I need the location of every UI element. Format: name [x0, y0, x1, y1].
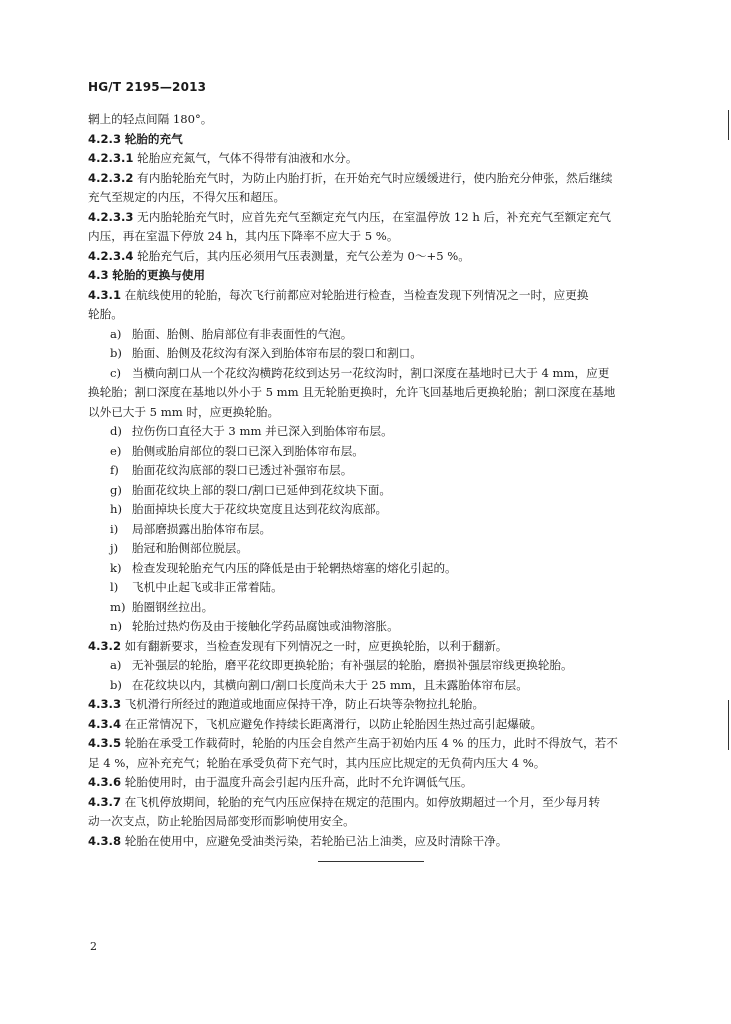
clause-line — [88, 637, 666, 657]
list-item — [88, 656, 666, 676]
line-text: 胎面花纹沟底部的裂口已透过补强帘布层。 — [132, 463, 353, 477]
list-marker: g) — [110, 482, 122, 497]
line-text: 足 4 %，应补充充气；轮胎在承受负荷下充气时，其内压应比规定的无负荷内压大 4 %。 — [88, 755, 546, 770]
clause-number: 4.3.5 — [88, 736, 122, 750]
clause-number: 4.3.1 — [88, 287, 122, 302]
line-text: 胎面、胎侧、胎肩部位有非表面性的气泡。 — [132, 326, 353, 341]
clause-line — [88, 793, 666, 813]
document-body — [88, 110, 666, 851]
list-item — [88, 539, 666, 559]
line-text: 换轮胎；割口深度在基地以外小于 5 mm 且无轮胎更换时，允许飞回基地后更换轮胎；割口深度在基地 — [88, 385, 616, 399]
list-marker: f) — [110, 463, 119, 477]
line-text: 以外已大于 5 mm 时，应更换轮胎。 — [88, 404, 280, 419]
line-text: 在花纹块以内，其横向割口/割口长度尚未大于 25 mm，且未露胎体帘布层。 — [132, 677, 528, 692]
list-marker: a) — [110, 658, 122, 672]
list-item — [88, 500, 666, 520]
clause-line — [88, 734, 666, 754]
line-text: 飞机滑行所经过的跑道或地面应保持干净，防止石块等杂物拉扎轮胎。 — [124, 697, 485, 711]
line-text: 轮胎。 — [88, 307, 123, 321]
section-heading — [88, 266, 666, 286]
text-line — [88, 110, 666, 130]
line-text: 胎侧或胎肩部位的裂口已深入到胎体帘布层。 — [132, 443, 364, 458]
text-line — [88, 383, 666, 403]
line-text: 轮胎应充氮气，气体不得带有油液和水分。 — [137, 151, 358, 165]
clause-number: 4.3.6 — [88, 775, 122, 789]
line-text: 轮胎在使用中，应避免受油类污染，若轮胎已沾上油类，应及时清除干净。 — [124, 833, 508, 848]
line-text: 轮胎过热灼伤及由于接触化学药品腐蚀或油物溶胀。 — [132, 619, 399, 633]
list-item — [88, 676, 666, 696]
list-marker: n) — [110, 619, 122, 633]
list-marker: l) — [110, 580, 119, 594]
line-text: 辋上的轻点间隔 180°。 — [88, 112, 213, 126]
list-marker: h) — [110, 502, 122, 516]
list-item — [88, 461, 666, 481]
clause-number: 4.2.3 — [88, 131, 122, 146]
line-text: 检查发现轮胎充气内压的降低是由于轮辋热熔塞的熔化引起的。 — [132, 560, 457, 575]
line-text: 轮胎在承受工作载荷时，轮胎的内压会自然产生高于初始内压 4 % 的压力，此时不得放气，若不 — [124, 736, 618, 750]
clause-line — [88, 286, 666, 306]
line-text: 内压，再在室温下停放 24 h，其内压下降率不应大于 5 %。 — [88, 229, 399, 243]
line-text: 动一次支点，防止轮胎因局部变形而影响使用安全。 — [88, 814, 355, 828]
line-text: 局部磨损露出胎体帘布层。 — [132, 521, 272, 536]
list-item — [88, 559, 666, 579]
line-text: 胎冠和胎侧部位脱层。 — [132, 541, 248, 555]
clause-number: 4.3.2 — [88, 638, 122, 653]
clause-line — [88, 832, 666, 852]
clause-line — [88, 149, 666, 169]
clause-number: 4.2.3.1 — [88, 151, 134, 165]
line-text: 如有翻新要求，当检查发现有下列情况之一时，应更换轮胎，以利于翻新。 — [124, 638, 508, 653]
list-item — [88, 344, 666, 364]
scan-edge-mark — [728, 700, 729, 750]
list-marker: m) — [110, 599, 126, 614]
list-marker: e) — [110, 443, 122, 458]
page-number: 2 — [90, 940, 97, 953]
line-text: 无补强层的轮胎，磨平花纹即更换轮胎；有补强层的轮胎，磨损补强层帘线更换轮胎。 — [132, 658, 573, 672]
line-text: 胎面掉块长度大于花纹块宽度且达到花纹沟底部。 — [132, 502, 388, 516]
list-item — [88, 578, 666, 598]
clause-number: 4.3.4 — [88, 716, 122, 731]
line-text: 充气至规定的内压，不得欠压和超压。 — [88, 190, 286, 204]
list-item — [88, 598, 666, 618]
text-line — [88, 754, 666, 774]
clause-line — [88, 208, 666, 228]
scan-edge-mark — [728, 110, 729, 140]
clause-number: 4.2.3.2 — [88, 170, 134, 185]
text-line — [88, 305, 666, 325]
list-marker: j) — [110, 541, 119, 555]
list-marker: i) — [110, 521, 119, 536]
list-marker: b) — [110, 346, 122, 360]
line-text: 在正常情况下，飞机应避免作持续长距离滑行，以防止轮胎因生热过高引起爆破。 — [124, 716, 543, 731]
list-marker: k) — [110, 560, 122, 575]
clause-line — [88, 695, 666, 715]
line-text: 胎面花纹块上部的裂口/割口已延伸到花纹块下面。 — [132, 482, 391, 497]
heading-text: 轮胎的充气 — [124, 131, 183, 146]
list-item — [88, 617, 666, 637]
clause-number: 4.3.7 — [88, 794, 122, 809]
line-text: 当横向割口从一个花纹沟横跨花纹到达另一花纹沟时，割口深度在基地时已大于 4 mm，应更 — [132, 365, 610, 380]
list-marker: d) — [110, 424, 122, 438]
list-item — [88, 520, 666, 540]
line-text: 拉伤伤口直径大于 3 mm 并已深入到胎体帘布层。 — [132, 424, 393, 438]
line-text: 轮胎充气后，其内压必须用气压表测量，充气公差为 0～+5 %。 — [137, 248, 470, 263]
text-line — [88, 403, 666, 423]
clause-number: 4.2.3.3 — [88, 209, 134, 224]
list-marker: c) — [110, 365, 122, 380]
line-text: 在航线使用的轮胎，每次飞行前都应对轮胎进行检查，当检查发现下列情况之一时，应更换 — [124, 287, 589, 302]
list-item — [88, 422, 666, 442]
line-text: 飞机中止起飞或非正常着陆。 — [132, 580, 283, 594]
text-line — [88, 227, 666, 247]
line-text: 轮胎使用时，由于温度升高会引起内压升高，此时不允许调低气压。 — [124, 775, 473, 789]
clause-line — [88, 773, 666, 793]
line-text: 在飞机停放期间，轮胎的充气内压应保持在规定的范围内。如停放期超过一个月，至少每月转 — [124, 794, 601, 809]
clause-line — [88, 247, 666, 267]
line-text: 有内胎轮胎充气时，为防止内胎打折，在开始充气时应缓缓进行，使内胎充分伸张，然后继续 — [137, 170, 613, 185]
text-line — [88, 188, 666, 208]
list-marker: a) — [110, 326, 122, 341]
end-of-section-rule — [318, 861, 424, 862]
list-item — [88, 325, 666, 345]
section-heading — [88, 130, 666, 150]
clause-number: 4.2.3.4 — [88, 248, 134, 263]
list-marker: b) — [110, 677, 122, 692]
clause-line — [88, 169, 666, 189]
heading-text: 轮胎的更换与使用 — [112, 268, 205, 282]
clause-line — [88, 715, 666, 735]
list-item — [88, 481, 666, 501]
list-item — [88, 442, 666, 462]
line-text: 胎面、胎侧及花纹沟有深入到胎体帘布层的裂口和割口。 — [132, 346, 422, 360]
clause-number: 4.3 — [88, 268, 109, 282]
list-item — [88, 364, 666, 384]
text-line — [88, 812, 666, 832]
standard-code-header: HG/T 2195—2013 — [88, 80, 207, 94]
line-text: 无内胎轮胎充气时，应首先充气至额定充气内压，在室温停放 12 h 后，补充充气至额定充气 — [137, 209, 612, 224]
clause-number: 4.3.3 — [88, 697, 122, 711]
clause-number: 4.3.8 — [88, 833, 122, 848]
line-text: 胎圈钢丝拉出。 — [132, 599, 214, 614]
